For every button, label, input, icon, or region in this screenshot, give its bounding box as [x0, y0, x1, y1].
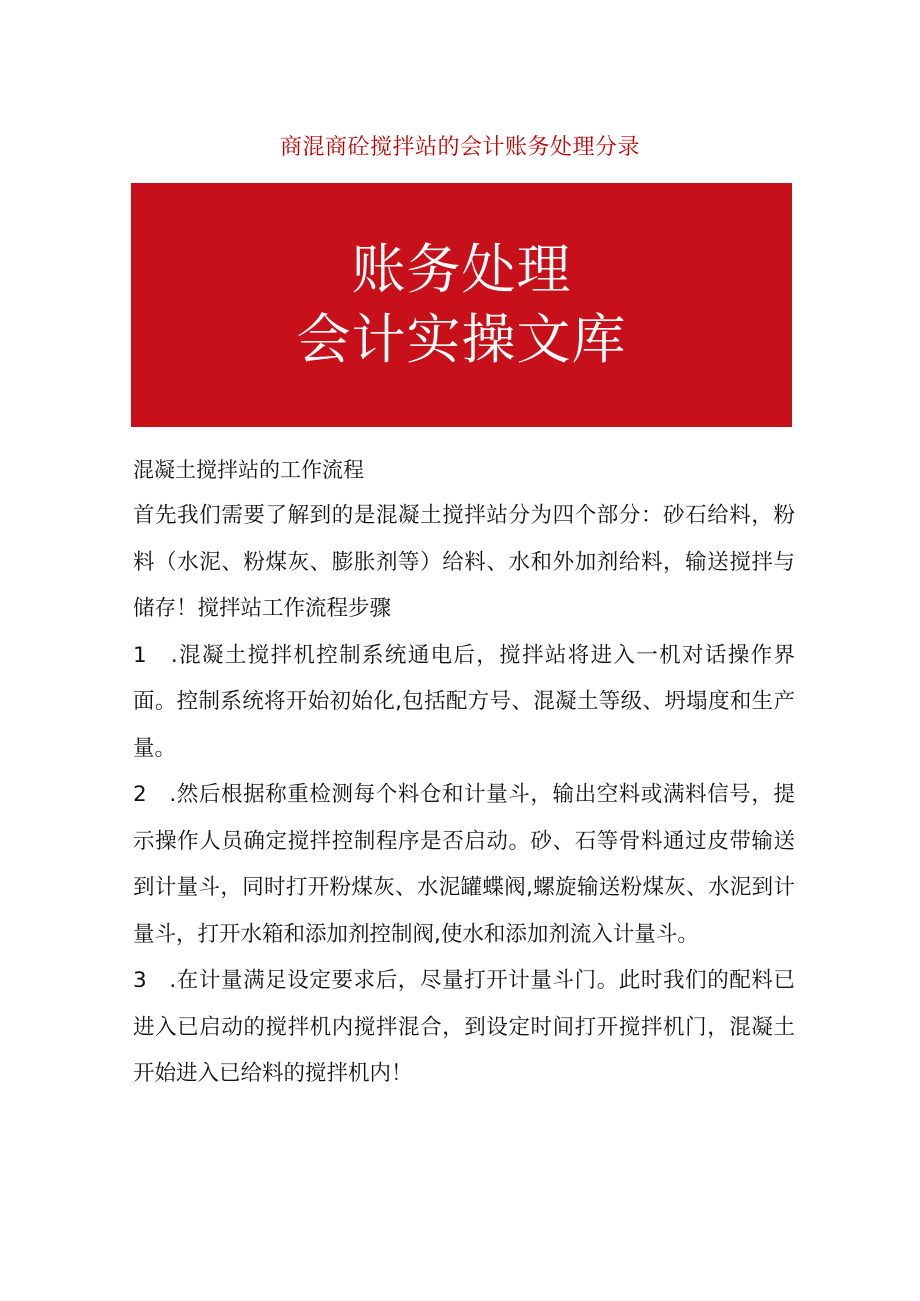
section-heading: 混凝土搅拌站的工作流程	[133, 458, 364, 482]
banner	[131, 183, 792, 427]
banner-line-1: 账务处理	[351, 238, 572, 301]
paragraph-intro: 首先我们需要了解到的是混凝土搅拌站分为四个部分：砂石给料，粉料（水泥、粉煤灰、膨胀剂等）给料、水和外加剂给料，输送搅拌与储存！搅拌站工作流程步骤	[133, 503, 795, 621]
paragraph-step-3: 3 .在计量满足设定要求后，尽量打开计量斗门。此时我们的配料已进入已启动的搅拌机内搅拌混合，到设定时间打开搅拌机门，混凝土开始进入已给料的搅拌机内！	[133, 968, 795, 1086]
paragraph-step-1: 1 .混凝土搅拌机控制系统通电后，搅拌站将进入一机对话操作界面。控制系统将开始初始化,包括配方号、混凝土等级、坍塌度和生产量。	[133, 642, 795, 761]
banner-line-2: 会计实操文库	[296, 308, 627, 371]
document-body	[133, 447, 795, 1098]
paragraph-step-2: 2 .然后根据称重检测每个料仓和计量斗，输出空料或满料信号，提示操作人员确定搅拌控制程序是否启动。砂、石等骨料通过皮带输送到计量斗，同时打开粉煤灰、水泥罐蝶阀,螺旋输送粉煤灰、水泥到计量斗，打开水箱和添加剂控制阀,使水和添加剂流入计量斗。	[133, 782, 795, 947]
document-title: 商混商砼搅拌站的会计账务处理分录	[279, 135, 640, 160]
